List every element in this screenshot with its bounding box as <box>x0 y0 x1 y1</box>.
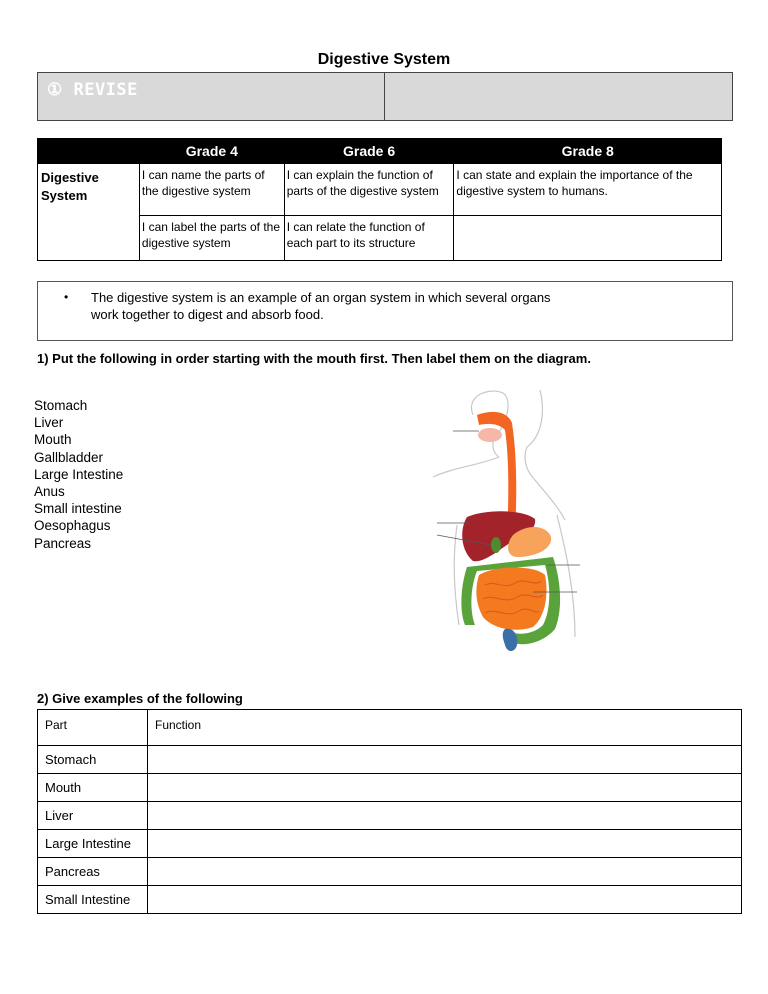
part-header: Part <box>38 710 148 746</box>
part-cell: Stomach <box>38 746 148 774</box>
mouth-shape <box>478 428 502 442</box>
page-title: Digestive System <box>317 51 451 68</box>
grade-cell: I can relate the function of each part to its structure <box>284 216 454 261</box>
list-item: Oesophagus <box>34 518 111 534</box>
grade-table <box>37 138 722 261</box>
grade-header-6: Grade 6 <box>284 139 454 164</box>
list-item: Anus <box>34 484 65 500</box>
grade-side-label: Digestive System <box>38 164 140 261</box>
table-row <box>38 802 742 830</box>
function-table-header <box>38 710 742 746</box>
list-item: Pancreas <box>34 535 92 551</box>
table-row <box>38 746 742 774</box>
intro-text: The digestive system is an example of an organ system in which several organs work together to digest and absorb food. <box>91 290 551 322</box>
small-intestine-shape <box>476 568 546 630</box>
grade-header-8: Grade 8 <box>454 139 722 164</box>
table-row <box>38 774 742 802</box>
function-answer-cell[interactable] <box>148 858 742 886</box>
function-answer-cell[interactable] <box>148 746 742 774</box>
list-item: Gallbladder <box>34 449 104 465</box>
function-answer-cell[interactable] <box>148 886 742 914</box>
grade-header-blank <box>38 139 140 164</box>
question-2-prompt: 2) Give examples of the following <box>37 691 243 706</box>
grade-cell: I can label the parts of the digestive system <box>139 216 284 261</box>
revise-cell <box>38 73 385 120</box>
table-row <box>38 886 742 914</box>
part-cell: Mouth <box>38 774 148 802</box>
grade-cell: I can name the parts of the digestive system <box>139 164 284 216</box>
part-cell: Large Intestine <box>38 830 148 858</box>
word-list <box>34 397 123 552</box>
function-answer-cell[interactable] <box>148 774 742 802</box>
gallbladder-shape <box>491 537 501 553</box>
part-cell: Small Intestine <box>38 886 148 914</box>
part-cell: Liver <box>38 802 148 830</box>
function-answer-cell[interactable] <box>148 830 742 858</box>
question-1-prompt: 1) Put the following in order starting with the mouth first. Then label them on the diagram. <box>37 351 591 366</box>
grade-table-row <box>38 216 722 261</box>
function-table <box>37 709 742 914</box>
list-item: Stomach <box>34 398 88 413</box>
table-row <box>38 830 742 858</box>
digestive-system-diagram <box>395 385 595 655</box>
grade-header-4: Grade 4 <box>139 139 284 164</box>
intro-box <box>37 281 733 341</box>
list-item: Liver <box>34 415 64 431</box>
grade-table-row <box>38 164 722 216</box>
part-cell: Pancreas <box>38 858 148 886</box>
bullet-icon: • <box>64 290 69 304</box>
revise-banner <box>37 72 733 121</box>
grade-cell <box>454 216 722 261</box>
table-row <box>38 858 742 886</box>
list-item: Large Intestine <box>34 466 124 482</box>
revise-label: ① REVISE <box>47 80 138 100</box>
grade-table-header <box>38 139 722 164</box>
grade-cell: I can explain the function of parts of the digestive system <box>284 164 454 216</box>
list-item: Small intestine <box>34 501 122 517</box>
function-header: Function <box>148 710 742 746</box>
rectum-shape <box>503 629 518 651</box>
list-item: Mouth <box>34 432 72 448</box>
grade-cell: I can state and explain the importance of the digestive system to humans. <box>454 164 722 216</box>
revise-blank-cell <box>385 73 732 120</box>
function-answer-cell[interactable] <box>148 802 742 830</box>
